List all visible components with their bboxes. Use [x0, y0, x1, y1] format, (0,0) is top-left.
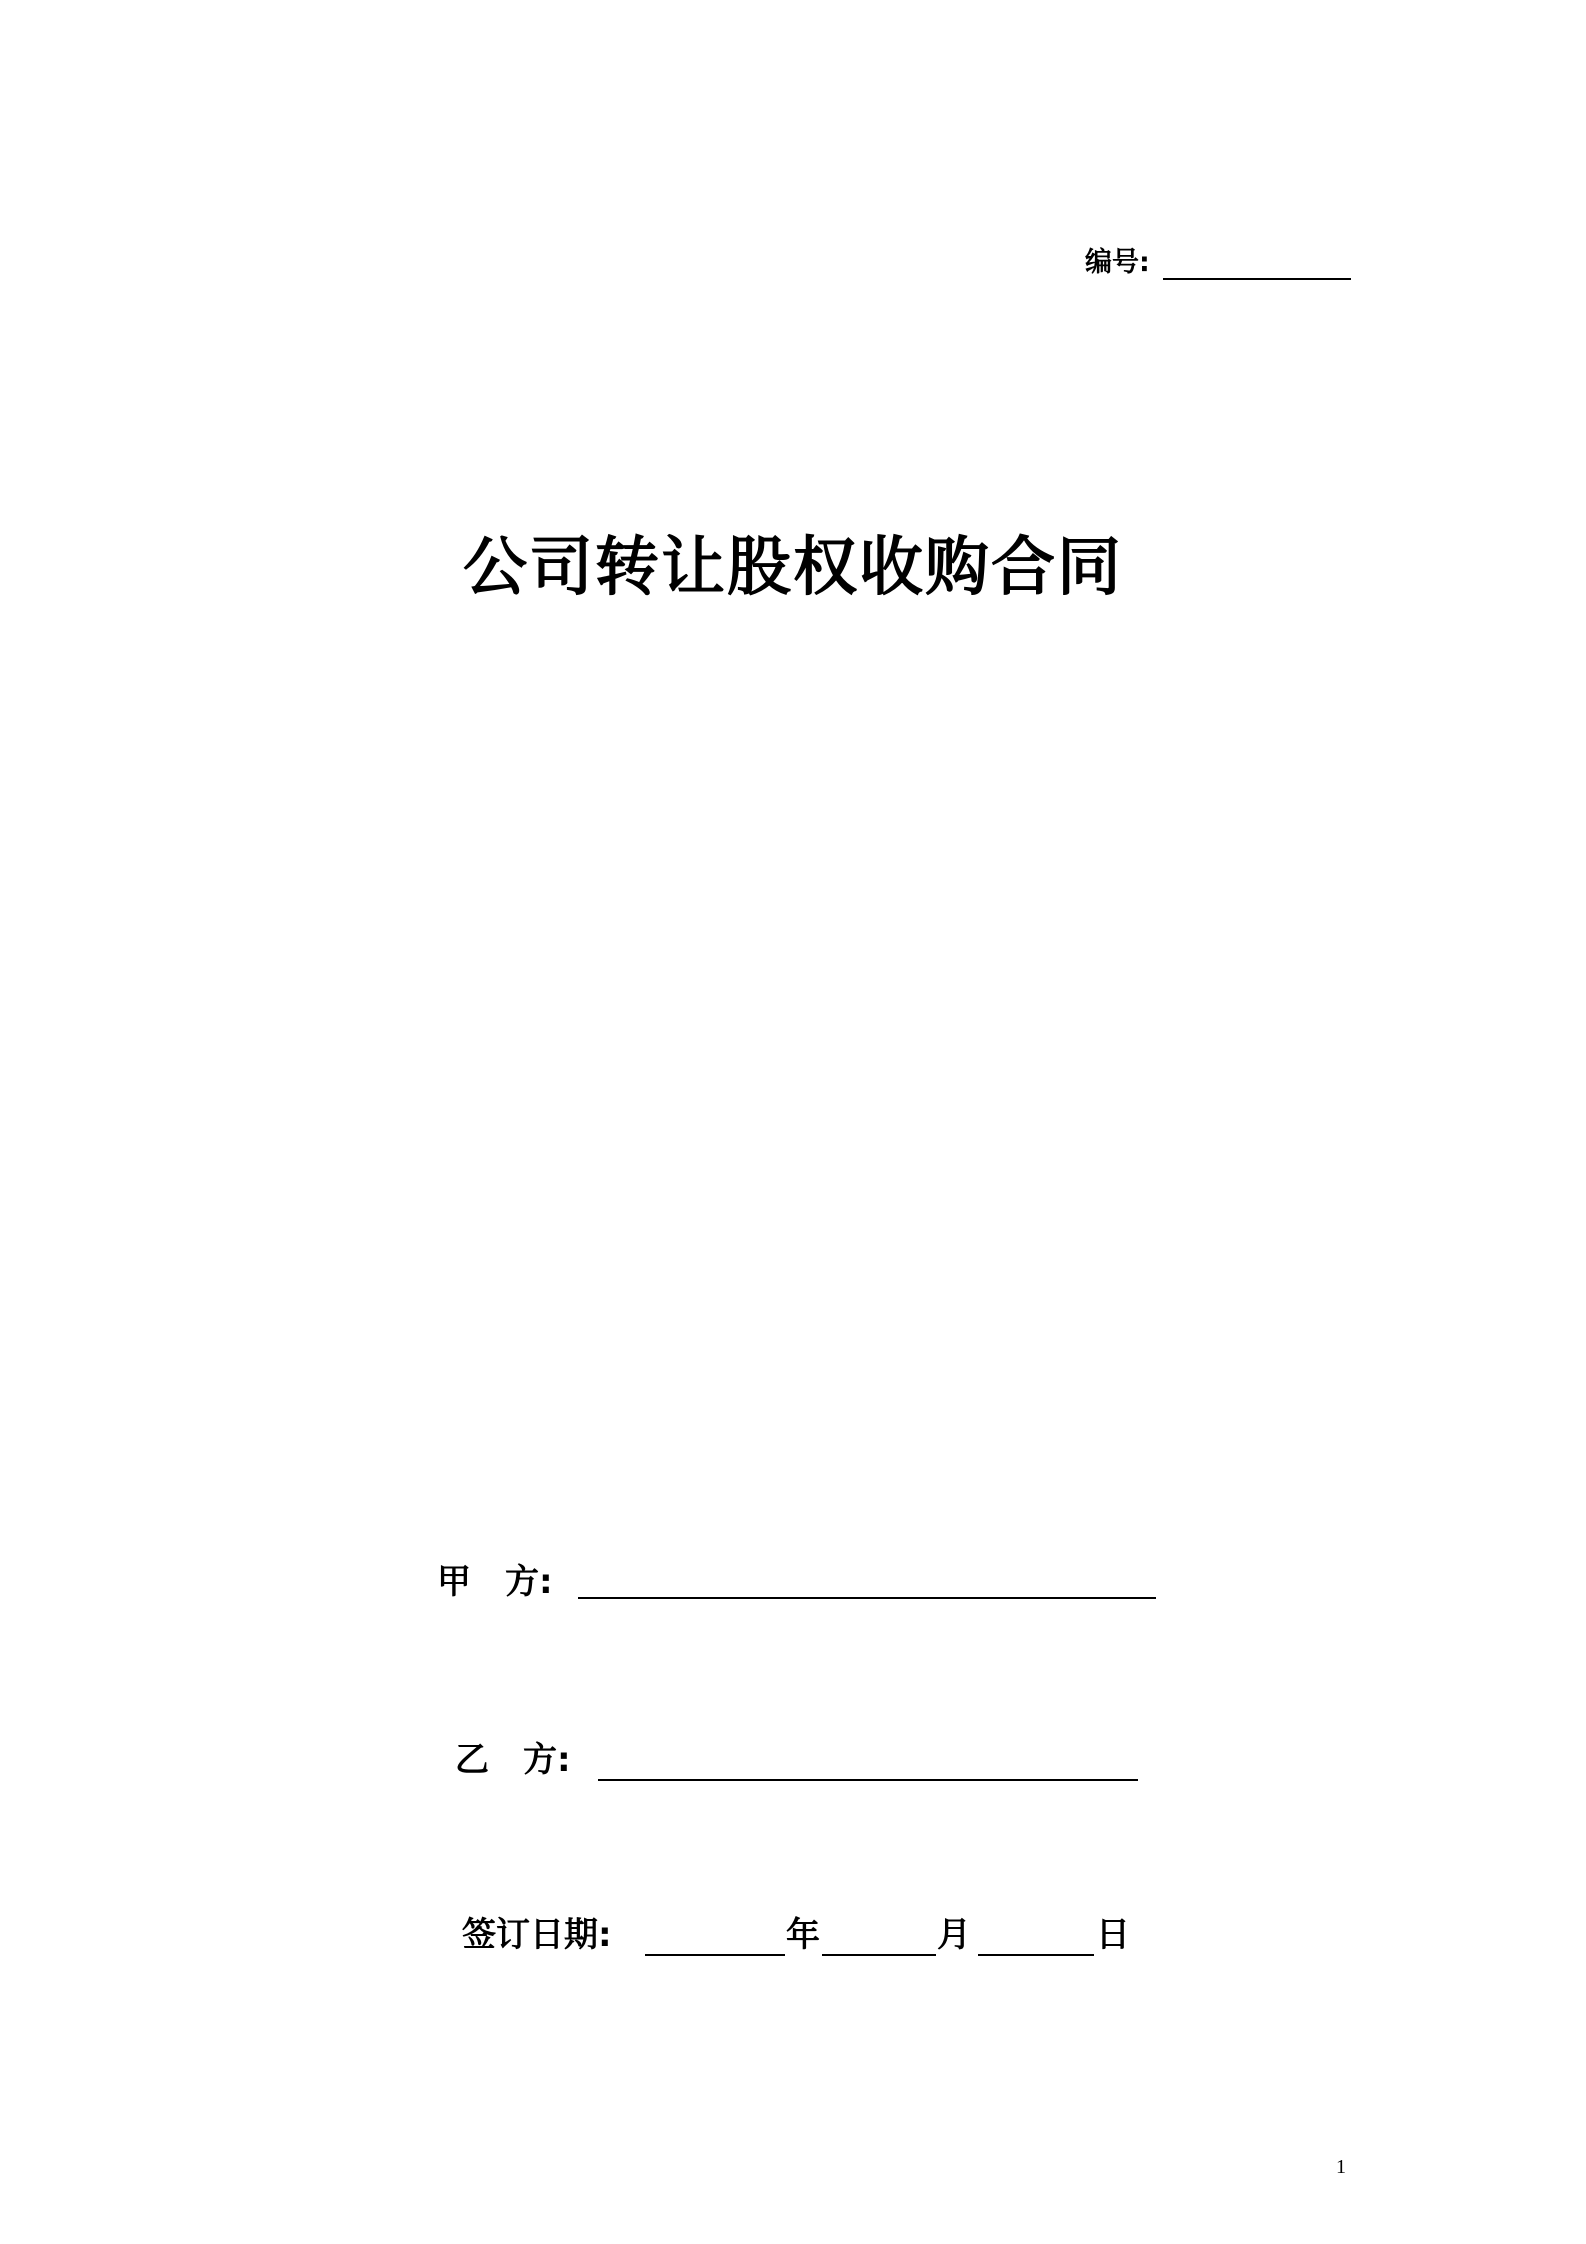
party-a-blank	[578, 1597, 1156, 1599]
page-number: 1	[1336, 2156, 1346, 2178]
party-b-label: 乙 方:	[455, 1740, 571, 1780]
signing-day-blank	[978, 1954, 1094, 1956]
serial-number-blank	[1163, 278, 1351, 280]
signing-date-label: 签订日期:	[462, 1915, 612, 1955]
signing-year-label: 年	[786, 1915, 820, 1955]
party-b-blank	[598, 1779, 1138, 1781]
signing-year-blank	[645, 1954, 785, 1956]
party-a-label: 甲 方:	[437, 1562, 553, 1602]
signing-month-blank	[822, 1954, 936, 1956]
signing-month-label: 月	[937, 1915, 971, 1955]
document-title: 公司转让股权收购合同	[463, 531, 1123, 605]
serial-number-label: 编号:	[1085, 247, 1150, 278]
signing-day-label: 日	[1096, 1915, 1130, 1955]
